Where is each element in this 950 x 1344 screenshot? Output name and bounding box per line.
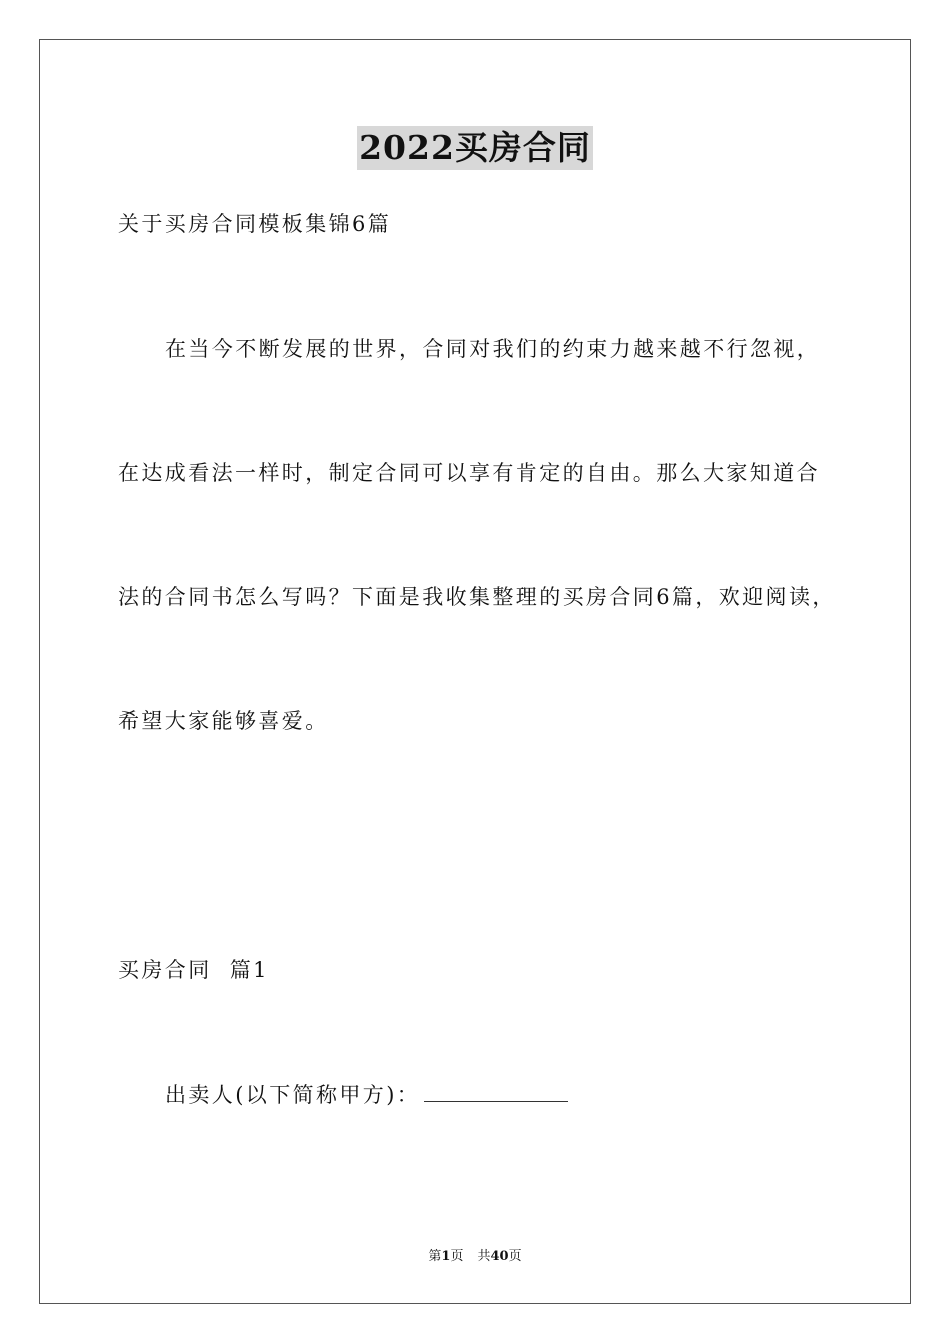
page-footer — [0, 1248, 950, 1266]
paragraph-line-2: 在达成看法一样时，制定合同可以享有肯定的自由。那么大家知道合 — [118, 461, 820, 485]
paragraph-line-1: 在当今不断发展的世界，合同对我们的约束力越来越不行忽视， — [165, 337, 821, 361]
title-container — [0, 126, 950, 170]
document-subtitle: 关于买房合同模板集锦6篇 — [118, 212, 392, 236]
footer-total-suffix: 页 — [508, 1249, 522, 1264]
footer-page-number: 1 — [441, 1249, 451, 1264]
seller-label: 出卖人(以下简称甲方)： — [165, 1083, 421, 1107]
section-heading: 买房合同 篇1 — [118, 958, 269, 982]
footer-total-pages: 40 — [490, 1249, 509, 1264]
document-title: 2022买房合同 — [357, 126, 593, 170]
footer-total-prefix: 共 — [477, 1249, 491, 1264]
footer-page-prefix: 第 — [428, 1249, 442, 1264]
seller-line — [165, 1080, 568, 1110]
paragraph-line-4: 希望大家能够喜爱。 — [118, 709, 329, 733]
footer-page-suffix: 页 — [450, 1249, 464, 1264]
seller-blank-field — [424, 1083, 568, 1102]
paragraph-line-3: 法的合同书怎么写吗？下面是我收集整理的买房合同6篇，欢迎阅读， — [118, 585, 836, 609]
